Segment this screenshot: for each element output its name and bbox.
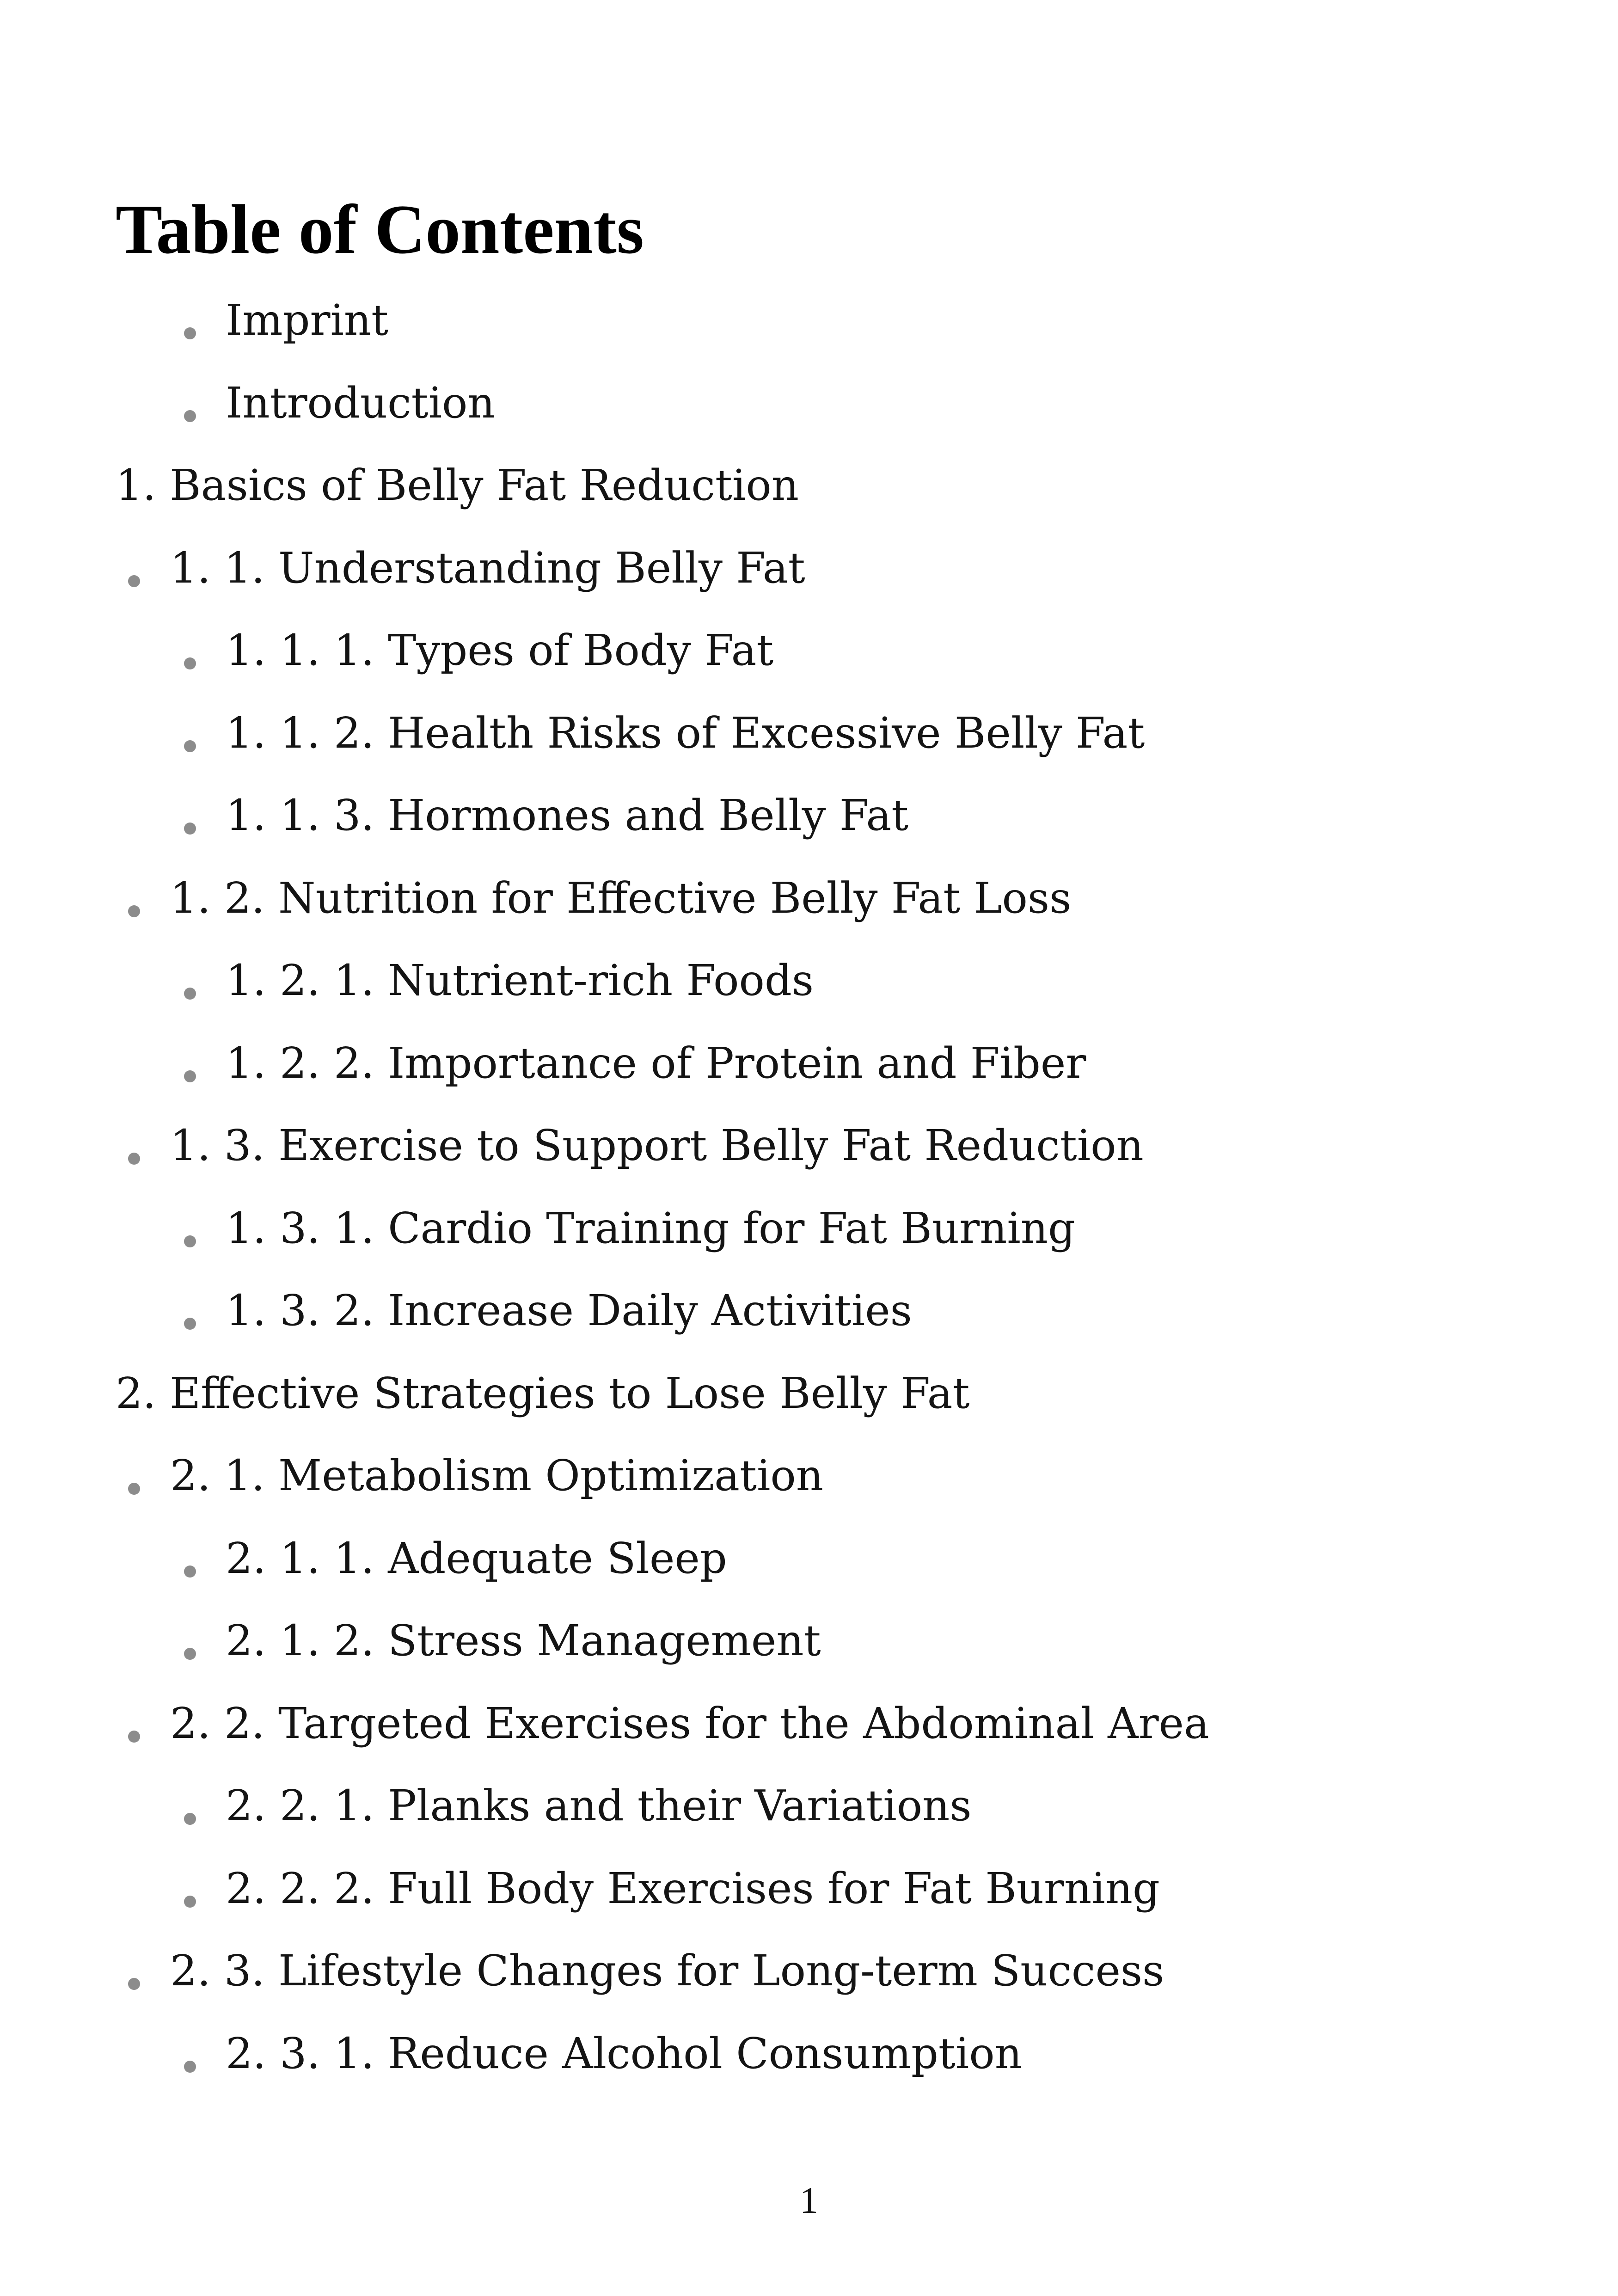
bullet-icon (184, 1235, 196, 1247)
toc-entry[interactable] (0, 1204, 1618, 1287)
toc-entry-label: 1. 1. Understanding Belly Fat (170, 543, 805, 593)
toc-entry[interactable] (0, 956, 1618, 1039)
toc-entry[interactable] (0, 1699, 1618, 1782)
toc-entry-label: 1. 1. 2. Health Risks of Excessive Belly Fat (226, 708, 1145, 758)
toc-entry[interactable] (0, 1039, 1618, 1122)
toc-entry[interactable] (0, 1946, 1618, 2029)
toc-entry-label: 2. 1. Metabolism Optimization (170, 1451, 824, 1500)
bullet-icon (128, 1153, 140, 1165)
toc-entry[interactable] (0, 874, 1618, 957)
toc-entry[interactable] (0, 461, 1618, 544)
toc-entry[interactable] (0, 1864, 1618, 1947)
toc-entry-label: 2. 1. 1. Adequate Sleep (226, 1533, 727, 1583)
toc-entry-label: 2. 3. Lifestyle Changes for Long-term Success (170, 1946, 1164, 1995)
toc-entry[interactable] (0, 1616, 1618, 1699)
toc-entry-label: 1. 3. 1. Cardio Training for Fat Burning (226, 1203, 1075, 1253)
page-title: Table of Contents (116, 190, 644, 268)
toc-entry-label: 2. 2. 1. Planks and their Variations (226, 1781, 972, 1830)
toc-entry-label: 2. 3. 1. Reduce Alcohol Consumption (226, 2028, 1022, 2078)
toc-entry[interactable] (0, 1121, 1618, 1204)
bullet-icon (184, 1318, 196, 1330)
toc-entry[interactable] (0, 626, 1618, 709)
toc-entry[interactable] (0, 296, 1618, 379)
toc-entry[interactable] (0, 1286, 1618, 1369)
toc-entry[interactable] (0, 709, 1618, 792)
toc-entry-label: 1. 2. 1. Nutrient-rich Foods (226, 956, 814, 1005)
bullet-icon (184, 1070, 196, 1082)
table-of-contents (0, 296, 1618, 2112)
bullet-icon (184, 988, 196, 1000)
toc-entry[interactable] (0, 791, 1618, 874)
toc-entry-label: Imprint (226, 295, 389, 345)
bullet-icon (128, 1978, 140, 1990)
toc-entry[interactable] (0, 2029, 1618, 2112)
toc-entry-label: 1. 2. Nutrition for Effective Belly Fat Loss (170, 873, 1072, 923)
toc-entry-label: Introduction (226, 378, 495, 428)
toc-entry[interactable] (0, 1534, 1618, 1617)
toc-entry-label: 1. 2. 2. Importance of Protein and Fiber (226, 1038, 1086, 1088)
toc-entry[interactable] (0, 379, 1618, 461)
bullet-icon (184, 1813, 196, 1825)
bullet-icon (184, 1896, 196, 1908)
bullet-icon (184, 1565, 196, 1578)
bullet-icon (128, 1731, 140, 1743)
toc-entry-label: 1. 1. 3. Hormones and Belly Fat (226, 791, 909, 840)
bullet-icon (184, 823, 196, 835)
toc-entry[interactable] (0, 544, 1618, 626)
toc-entry[interactable] (0, 1369, 1618, 1452)
toc-entry[interactable] (0, 1781, 1618, 1864)
bullet-icon (184, 1648, 196, 1660)
toc-entry[interactable] (0, 1451, 1618, 1534)
toc-entry-label: 2. Effective Strategies to Lose Belly Fat (116, 1368, 970, 1418)
toc-entry-label: 1. Basics of Belly Fat Reduction (116, 460, 799, 510)
page-number: 1 (800, 2180, 818, 2221)
toc-entry-label: 2. 2. 2. Full Body Exercises for Fat Burning (226, 1863, 1160, 1913)
bullet-icon (128, 905, 140, 917)
bullet-icon (184, 740, 196, 752)
bullet-icon (128, 575, 140, 587)
toc-entry-label: 2. 2. Targeted Exercises for the Abdominal Area (170, 1698, 1209, 1748)
bullet-icon (184, 327, 196, 339)
bullet-icon (184, 657, 196, 669)
toc-entry-label: 2. 1. 2. Stress Management (226, 1616, 821, 1665)
toc-entry-label: 1. 1. 1. Types of Body Fat (226, 626, 774, 675)
bullet-icon (128, 1483, 140, 1495)
bullet-icon (184, 2061, 196, 2073)
toc-entry-label: 1. 3. Exercise to Support Belly Fat Reduction (170, 1121, 1144, 1170)
bullet-icon (184, 410, 196, 422)
toc-entry-label: 1. 3. 2. Increase Daily Activities (226, 1286, 912, 1335)
